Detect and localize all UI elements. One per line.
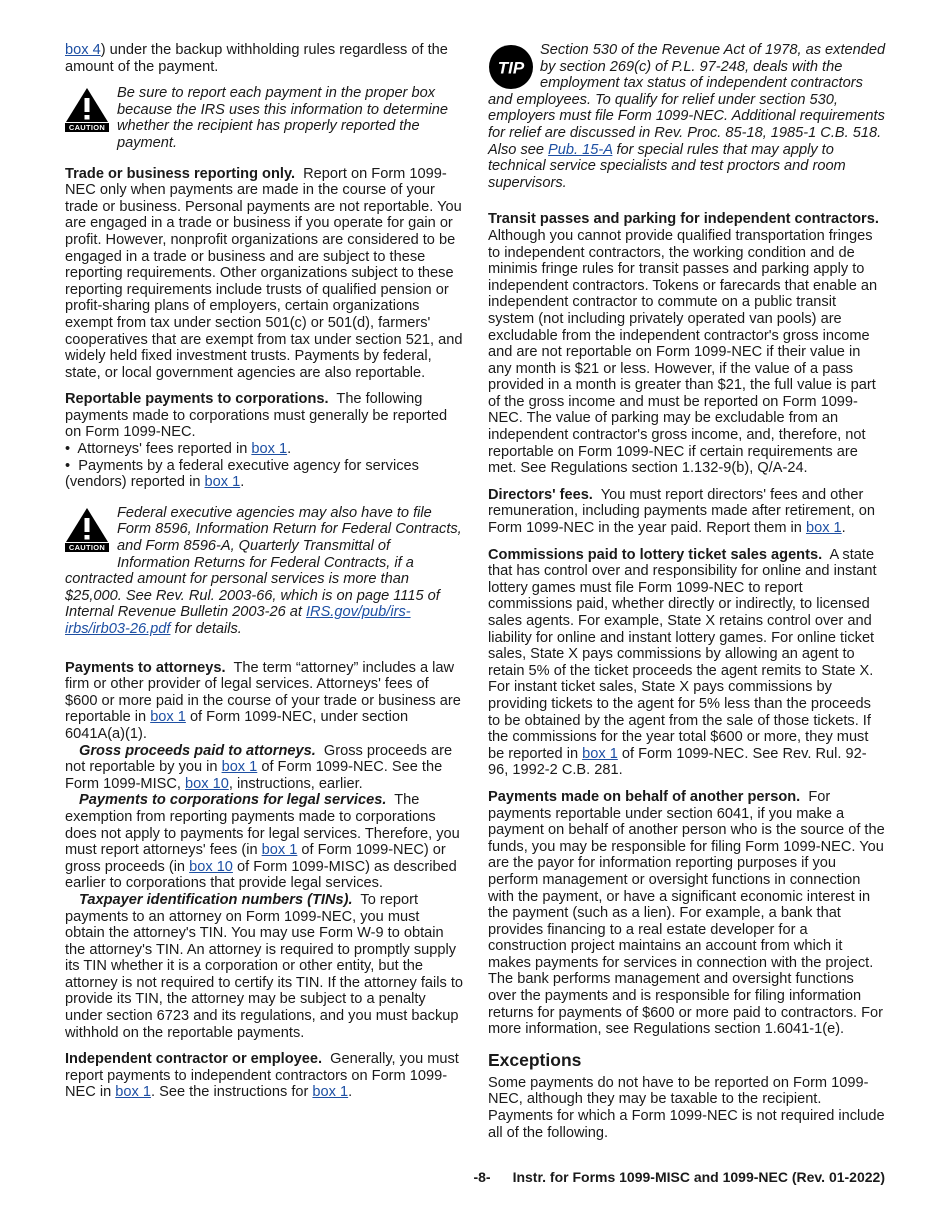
right-column: [488, 42, 886, 1151]
box-1-link[interactable]: box 1: [805, 520, 842, 537]
lottery-paragraph: Commissions paid to lottery ticket sales agents. A state that has control over and responsibility for online and instant lottery games must file Form 1099-NEC to report commissions paid, whether directly or indirectly, to licensed sales agents. For example, State X retains control over and liability for online and instant lottery games. For online ticket sales, State X pays commissions by allowing an agent to retain 5% of the ticket proceeds the agent remits to State X. For instant ticket sales, State X pays commissions by providing tickets to the agent for 5% less than the proceeds to be obtained by the agent from the sale of those tickets. If the commissions for the year total $600 or more, they must be reported in box 1 of Form 1099-NEC. See Rev. Rul. 92-96, 1992-2 C.B. 281.: [488, 546, 877, 779]
left-column: [65, 42, 463, 1111]
caution-note-1: [65, 85, 463, 151]
trade-business-heading: Trade or business reporting only.: [65, 165, 296, 182]
box-10-link[interactable]: box 10: [185, 775, 229, 792]
lottery-heading: Commissions paid to lottery ticket sales agents.: [488, 546, 823, 563]
page-number: -8-: [473, 1169, 491, 1185]
box-1-link[interactable]: box 1: [115, 1084, 151, 1101]
contractor-paragraph: Independent contractor or employee. Generally, you must report payments to independent contractors on Form 1099-NEC in box 1. See the instructions for box 1.: [65, 1051, 459, 1101]
caution-text-2: Federal executive agencies may also have to file Form 8596, Information Return for Federal Contracts, and Form 8596-A, Quarterly Transmittal of Information Returns for Federal Contracts, if a contracted amount for personal services is more than $25,000. See Rev. Rul. 2003-66, which is on page 1115 of Internal Revenue Bulletin 2003-26 at IRS.gov/pub/irs-irbs/irb03-26.pdf for details.: [65, 504, 462, 637]
box-1-link[interactable]: box 1: [204, 474, 241, 491]
gross-proceeds-heading: Gross proceeds paid to attorneys.: [79, 742, 316, 759]
directors-paragraph: Directors' fees. You must report directors' fees and other remuneration, including payments made after retirement, on Form 1099-NEC in the year paid. Report them in box 1.: [488, 486, 875, 537]
box-10-link[interactable]: box 10: [189, 858, 233, 875]
box-1-link[interactable]: box 1: [221, 759, 258, 776]
transit-heading: Transit passes and parking for independent contractors.: [488, 211, 879, 228]
footer-title: Instr. for Forms 1099-MISC and 1099-NEC (Rev. 01-2022): [512, 1169, 885, 1185]
gross-proceeds-paragraph: Gross proceeds paid to attorneys. Gross proceeds are not reportable by you in box 1 of Form 1099-NEC. See the Form 1099-MISC, box 10, instructions, earlier.: [65, 742, 453, 792]
page-footer: [0, 1169, 885, 1186]
attorneys-heading: Payments to attorneys.: [65, 659, 226, 676]
box-1-link[interactable]: box 1: [312, 1084, 349, 1101]
pub-15a-link[interactable]: Pub. 15-A: [548, 141, 613, 158]
legal-services-paragraph: Payments to corporations for legal services. The exemption from reporting payments made to corporations does not apply to payments for legal services. Therefore, you must report attorneys' fees (in box 1 of Form 1099-NEC) or gross proceeds (in box 10 of Form 1099-MISC) as described earlier to corporations that provide legal services.: [65, 792, 460, 892]
exceptions-heading: Exceptions: [488, 1049, 582, 1070]
legal-services-heading: Payments to corporations for legal services.: [79, 792, 387, 809]
tip-note: [488, 42, 886, 191]
transit-paragraph: Transit passes and parking for independent contractors. Although you cannot provide qualified transportation fringes to independent contractors, the working condition and de minimis fringe rules for transit passes and parking apply to independent contractors. Tokens or farecards that enable an independent contractor to commute on a public transit system (not including privately operated van pools) are excludable from the independent contractor's gross income and are not reportable on Form 1099-NEC if their value in any month is $21 or less. However, if the value of a pass provided in a month is greater than $21, the full value is part of the gross income and must be reported on Form 1099-NEC. The value of parking may be excludable from an independent contractor's gross income, and, therefore, not reportable on Form 1099-NEC if certain requirements are met. See Regulations section 1.132-9(b), Q/A-24.: [488, 211, 879, 477]
bullet-item-1: • Attorneys' fees reported in box 1.: [65, 441, 292, 458]
corporations-paragraph: Reportable payments to corporations. The following payments made to corporations must generally be reported on Form 1099-NEC.: [65, 391, 448, 441]
bullet-item-2: • Payments by a federal executive agency for services (vendors) reported in box 1.: [65, 457, 419, 491]
box-1-link[interactable]: box 1: [251, 441, 288, 458]
exceptions-paragraph: Some payments do not have to be reported on Form 1099-NEC, although they may be taxable to the recipient. Payments for which a Form 1099-NEC is not required include all of the following.: [488, 1074, 885, 1141]
contractor-heading: Independent contractor or employee.: [65, 1051, 323, 1068]
svg-text:TIP: TIP: [497, 58, 525, 78]
tip-text: Section 530 of the Revenue Act of 1978, as extended by section 269(c) of P.L. 97-248, deals with the employment tax status of independent contractors and employees. To qualify for relief under section 530, employers must file Form 1099-NEC. Additional requirements for relief are discussed in Rev. Proc. 85-18, 1985-1 C.B. 518. Also see Pub. 15-A for special rules that may apply to technical service specialists and test proctors and room supervisors.: [488, 42, 886, 191]
trade-business-paragraph: Trade or business reporting only. Report on Form 1099-NEC only when payments are made in the course of your trade or business. Personal payments are not reportable. You are engaged in a trade or business if you operate for gain or profit. However, nonprofit organizations are considered to be engaged in a trade or business and are subject to these reporting requirements. Other organizations subject to these reporting requirements include trusts of qualified pension or profit-sharing plans of employers, certain organizations exempt from tax under section 501(c) or 501(d), farmers' cooperatives that are exempt from tax under section 521, and widely held fixed investment trusts. Payments by federal, state, or local government agencies are also reportable.: [65, 165, 463, 381]
box-1-link[interactable]: box 1: [150, 709, 186, 726]
attorneys-paragraph: Payments to attorneys. The term “attorney” includes a law firm or other provider of legal services. Attorneys' fees of $600 or more paid in the course of your trade or business are reportable in box 1 of Form 1099-NEC, under section 6041A(a)(1).: [65, 659, 461, 742]
caution-icon: CAUTION: [65, 507, 111, 555]
caution-note-2: [65, 505, 463, 638]
caution-icon: CAUTION: [65, 87, 111, 135]
directors-heading: Directors' fees.: [488, 486, 593, 503]
box-4-link[interactable]: box 4: [65, 42, 101, 58]
box-1-link[interactable]: box 1: [261, 842, 298, 859]
caution-text-1: Be sure to report each payment in the proper box because the IRS uses this information to determine whether the recipient has properly reported the payment.: [117, 85, 448, 151]
intro-paragraph: box 4) under the backup withholding rules regardless of the amount of the payment.: [65, 42, 448, 75]
tins-heading: Taxpayer identification numbers (TINs).: [79, 891, 353, 908]
tip-icon: [488, 44, 534, 90]
box-1-link[interactable]: box 1: [582, 745, 618, 762]
tins-paragraph: Taxpayer identification numbers (TINs). To report payments to an attorney on Form 1099-NEC, you must obtain the attorney's TIN. You may use Form W-9 to obtain the attorney's TIN. An attorney is required to promptly supply its TIN whether it is a corporation or other entity, but the attorney is not required to certify its TIN. If the attorney fails to provide its TIN, the attorney may be subject to a penalty under section 6723 and its regulations, and you must backup withhold on the reportable payments.: [65, 891, 463, 1041]
behalf-paragraph: Payments made on behalf of another person. For payments reportable under section 6041, if you make a payment on behalf of another person who is the source of the funds, you may be responsible for filing Form 1099-NEC. You are the payor for information reporting purposes if you perform management or oversight functions in connection with the payment, or have a significant economic interest in the payment (such as a lien). For example, a bank that provides financing to a real estate developer for a construction project maintains an account from which it makes payments for services in connection with the project. The bank performs management and oversight functions over the payments and is responsible for filing information returns for payments of $600 or more paid to contractors. For more information, see Regulations section 1.6041-1(e).: [488, 788, 885, 1038]
behalf-heading: Payments made on behalf of another person.: [488, 788, 801, 805]
irb-link[interactable]: IRS.gov/pub/irs-irbs/irb03-26.pdf: [65, 604, 411, 637]
corporations-heading: Reportable payments to corporations.: [65, 391, 329, 408]
